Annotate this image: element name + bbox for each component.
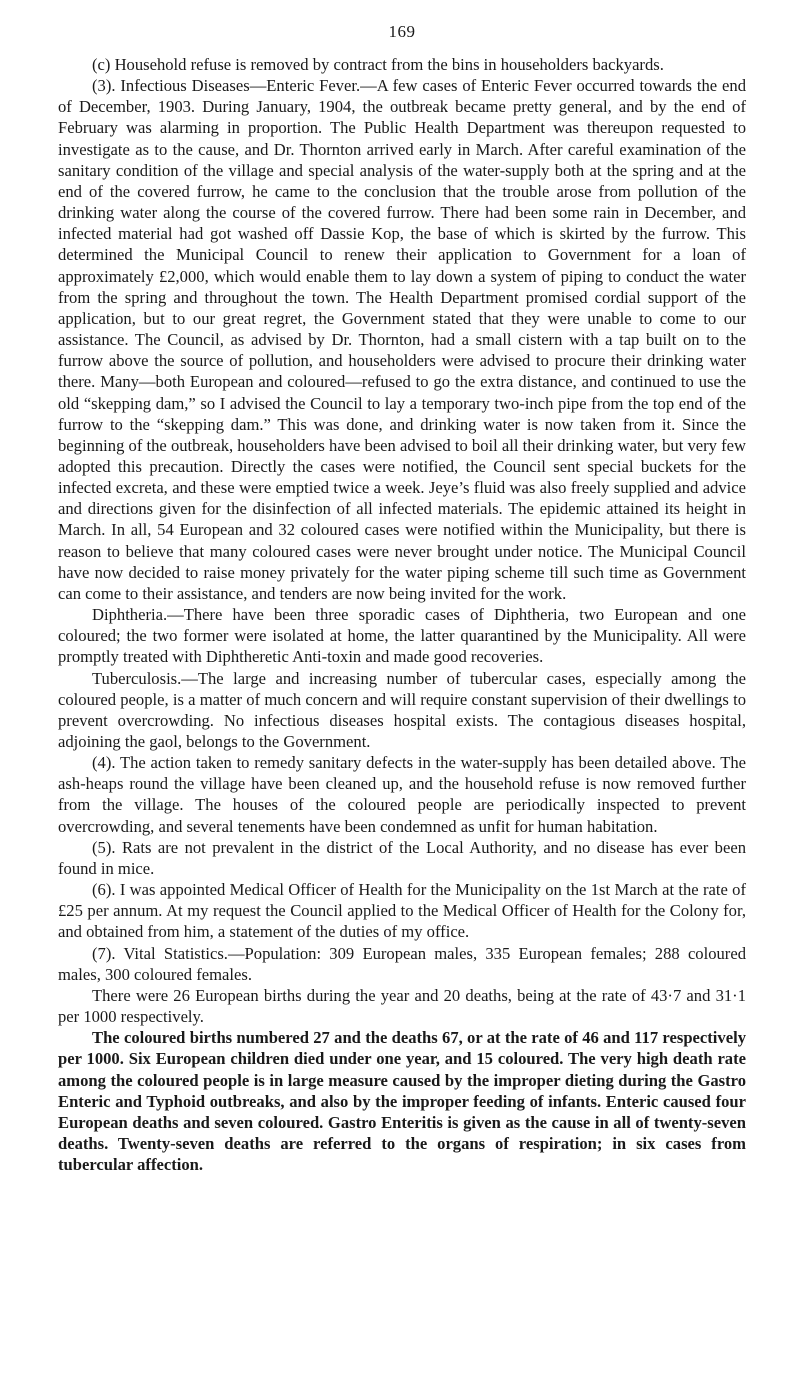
paragraph-european-births: There were 26 European births during the year and 20 deaths, being at the rate of 43·7 and 31·1 per 1000 respectively. <box>58 985 746 1027</box>
paragraph-rats: (5). Rats are not prevalent in the district of the Local Authority, and no disease has ever been found in mice. <box>58 837 746 878</box>
paragraph-sanitary-action: (4). The action taken to remedy sanitary defects in the water-supply has been detailed above. The ash-heaps round the village have been cleaned up, and the household refuse is now removed further from the village. The houses of the coloured people are periodically inspected to prevent overcrowding, and several tenements have been condemned as unfit for human habitation. <box>58 753 746 836</box>
paragraph-appointment: (6). I was appointed Medical Officer of Health for the Municipality on the 1st March at the rate of £25 per annum. At my request the Council applied to the Medical Officer of Health for the Colony for, and obtained from him, a statement of the duties of my office. <box>58 880 746 942</box>
paragraph-vital-statistics: (7). Vital Statistics.—Population: 309 European males, 335 European females; 288 coloured males, 300 coloured females. <box>58 943 746 984</box>
paragraph-tuberculosis: Tuberculosis.—The large and increasing number of tubercular cases, especially among the coloured people, is a matter of much concern and will require constant supervision of their dwellings to prevent overcrowding. No infectious diseases hospital exists. The contagious diseases hospital, adjoining the gaol, belongs to the Government. <box>58 668 746 751</box>
page-number: 169 <box>388 22 416 41</box>
paragraph-household-refuse: (c) Household refuse is removed by contract from the bins in householders backyards. <box>92 55 664 74</box>
paragraph-coloured-births: The coloured births numbered 27 and the deaths 67, or at the rate of 46 and 117 respectively per 1000. Six European children died under one year, and 15 coloured. The very high death rate among the coloured people is in large measure caused by the improper dieting during the Gastro Enteric and Typhoid outbreaks, and also by the improper feeding of infants. Enteric caused four European deaths and seven coloured. Gastro Enteritis is given as the cause in all of twenty-seven deaths. Twenty-seven deaths are referred to the organs of respiration; in six cases from tubercular affection. <box>58 1028 746 1175</box>
paragraph-infectious-diseases-enteric: (3). Infectious Diseases—Enteric Fever.—A few cases of Enteric Fever occurred towards the end of December, 1903. During January, 1904, the outbreak became pretty general, and by the end of February was alarming in proportion. The Public Health Department was thereupon requested to investigate as to the cause, and Dr. Thornton arrived early in March. After careful examination of the sanitary condition of the village and special analysis of the water-supply both at the spring and at the end of the covered furrow, he came to the conclusion that the trouble arose from pollution of the drinking water along the course of the covered furrow. There had been some rain in December, and infected material had got washed off Dassie Kop, the base of which is skirted by the furrow. This determined the Municipal Council to renew their application to Government for a loan of approximately £2,000, which would enable them to lay down a system of piping to conduct the water from the spring and throughout the town. The Health Department promised cordial support of the application, but to our great regret, the Government stated that they were unable to come to our assistance. The Council, as advised by Dr. Thornton, had a small cistern with a tap built on to the furrow above the source of pollution, and householders were advised to procure their drinking water there. Many—both European and coloured—refused to go the extra distance, and continued to use the old “skepping dam,” so I advised the Council to lay a temporary two-inch pipe from the top end of the furrow to the “skepping dam.” This was done, and drinking water is now taken from it. Since the beginning of the outbreak, householders have been advised to boil all their drinking water, but very few adopted this precaution. Directly the cases were notified, the Council sent special buckets for the infected excreta, and these were emptied twice a week. Jeye’s fluid was also freely supplied and advice and directions given for the disinfection of all infected materials. The epidemic attained its height in March. In all, 54 European and 32 coloured cases were notified within the Municipality, but there is reason to believe that many coloured cases were never brought under notice. The Municipal Council have now decided to raise money privately for the water piping scheme till such time as Government can come to their assistance, and tenders are now being invited for the work. <box>58 76 746 603</box>
paragraph-diphtheria: Diphtheria.—There have been three sporadic cases of Diphtheria, two European and one coloured; the two former were isolated at home, the latter quarantined by the Municipality. All were promptly treated with Diphtheretic Anti-toxin and made good recoveries. <box>58 605 746 667</box>
report-body <box>58 54 746 1175</box>
